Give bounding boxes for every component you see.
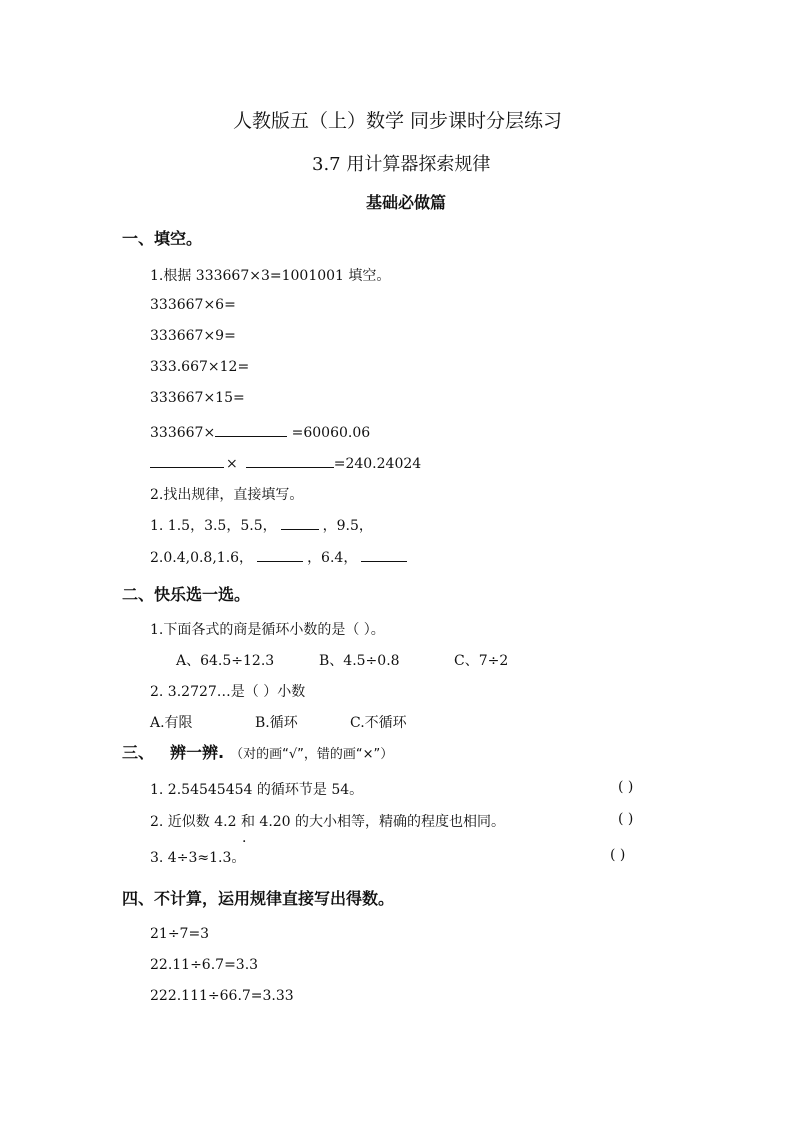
answer-blank[interactable] [215, 422, 287, 437]
lesson-subtitle: 3.7 用计算器探索规律 [312, 154, 491, 175]
level-heading: 基础必做篇 [366, 193, 447, 212]
section-1-heading: 一、填空。 [122, 229, 203, 248]
judge-mark-3[interactable]: ( ) [610, 847, 626, 863]
s2-q2-option-b[interactable]: B.循环 [255, 715, 298, 731]
section-2-heading: 二、快乐选一选。 [122, 585, 251, 604]
q2-row-1 [150, 515, 373, 535]
q1-prompt: 1.根据 333667×3=1001001 填空。 [150, 268, 391, 284]
q2-row-1-b: ，9.5， [322, 518, 373, 534]
q1-line-5-right: =60060.06 [287, 425, 371, 441]
q1-line-4: 333667×15= [150, 390, 245, 406]
q1-line-2: 333667×9= [150, 328, 236, 344]
q1-line-3: 333.667×12= [150, 359, 250, 375]
q1-line-6-right: =240.24024 [333, 456, 422, 472]
s2-q1-option-a[interactable]: A、64.5÷12.3 [176, 653, 275, 669]
q2-row-2-b: ，6.4， [307, 550, 358, 566]
pattern-line-1: 21÷7=3 [150, 926, 210, 942]
judge-mark-2[interactable]: ( ) [618, 811, 634, 827]
s2-q1-prompt: 1.下面各式的商是循环小数的是（ ）。 [150, 622, 385, 638]
s2-q2-prompt: 2. 3.2727…是（ ）小数 [150, 684, 306, 700]
pattern-line-3: 222.111÷66.7=3.33 [150, 988, 294, 1004]
q2-row-1-a: 1. 1.5，3.5，5.5， [150, 518, 277, 534]
answer-blank[interactable] [361, 547, 407, 562]
section-3-heading [122, 740, 393, 763]
q1-line-6-mid: × [226, 456, 238, 472]
section-3-number: 三、 [122, 743, 155, 762]
q2-row-2 [150, 547, 407, 567]
answer-blank[interactable] [150, 453, 224, 468]
page-title: 人教版五（上）数学 同步课时分层练习 [233, 110, 563, 132]
repeating-dot: · [242, 834, 247, 850]
q2-prompt: 2.找出规律，直接填写。 [150, 487, 304, 503]
judge-item-3: 3. 4÷3≈1.3。 [150, 850, 246, 866]
s2-q2-option-c[interactable]: C.不循环 [350, 715, 407, 731]
judge-item-2: 2. 近似数 4.2 和 4.20 的大小相等，精确的程度也相同。 [150, 814, 506, 830]
section-3-title: 辨一辨. [170, 743, 225, 762]
answer-blank[interactable] [257, 547, 303, 562]
q1-line-5 [150, 422, 370, 441]
pattern-line-2: 22.11÷6.7=3.3 [150, 957, 259, 973]
judge-mark-1[interactable]: ( ) [618, 779, 634, 795]
q1-line-6 [150, 453, 421, 472]
answer-blank[interactable] [281, 515, 319, 530]
section-3-note: （对的画“√”，错的画“×”） [230, 747, 394, 762]
q2-row-2-a: 2.0.4,0.8,1.6， [150, 550, 254, 566]
s2-q2-option-a[interactable]: A.有限 [150, 715, 193, 731]
q1-line-1: 333667×6= [150, 297, 236, 313]
section-4-heading: 四、不计算，运用规律直接写出得数。 [122, 889, 395, 908]
s2-q1-option-b[interactable]: B、4.5÷0.8 [319, 653, 400, 669]
judge-item-1: 1. 2.54545454 的循环节是 54。 [150, 782, 364, 798]
s2-q1-option-c[interactable]: C、7÷2 [454, 653, 509, 669]
answer-blank[interactable] [246, 453, 334, 468]
q1-line-5-left: 333667× [150, 425, 216, 441]
